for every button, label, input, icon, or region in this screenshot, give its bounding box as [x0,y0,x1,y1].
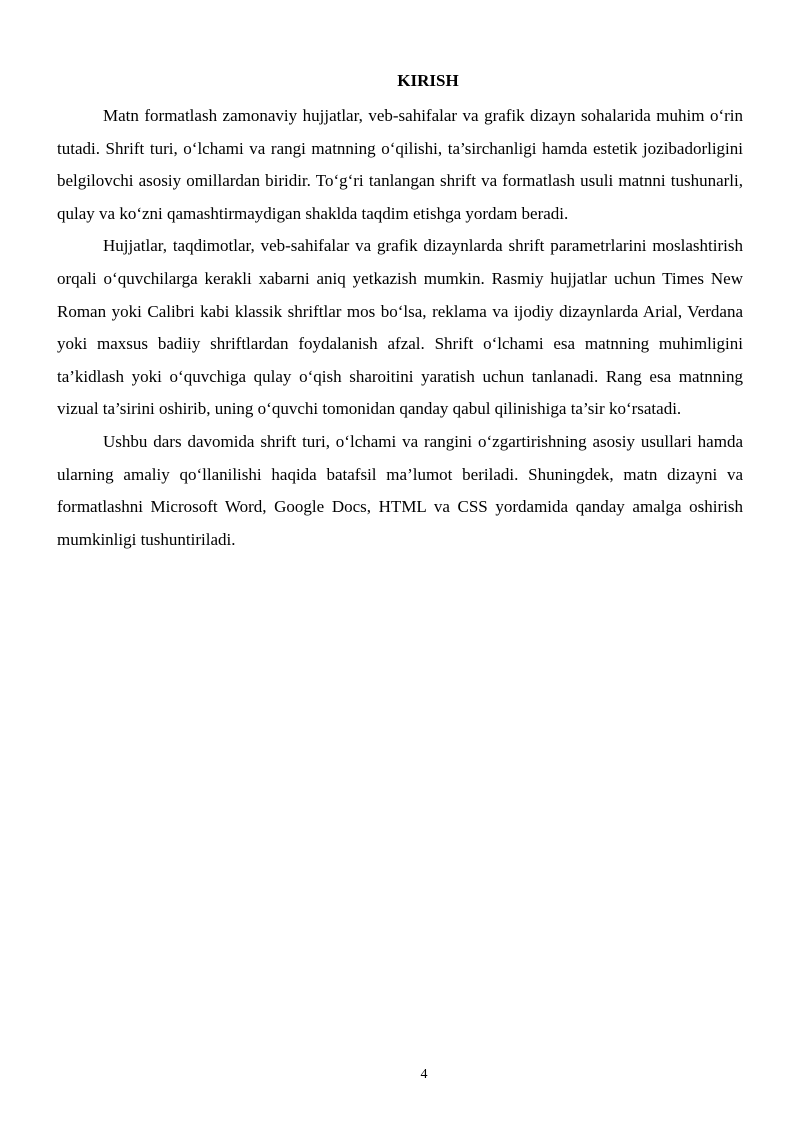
section-title: KIRISH [397,71,459,90]
paragraph-1: Matn formatlash zamonaviy hujjatlar, veb-sahifalar va grafik dizayn sohalarida muhim o‘rin tutadi. Shrift turi, o‘lchami va rangi matnning o‘qilishi, ta’sirchanligi hamda estetik jozibadorligini belgilovchi asosiy omillardan biridir. To‘g‘ri tanlangan shrift va formatlash usuli matnni tushunarli, qulay va ko‘zni qamashtirmaydigan shaklda taqdim etishga yordam beradi. [57,106,743,223]
paragraph-3: Ushbu dars davomida shrift turi, o‘lchami va rangini o‘zgartirishning asosiy usullari hamda ularning amaliy qo‘llanilishi haqida batafsil ma’lumot beriladi. Shuningdek, matn dizayni va formatlashni Microsoft Word, Google Docs, HTML va CSS yordamida qanday amalga oshirish mumkinligi tushuntiriladi. [57,431,743,549]
paragraph-2: Hujjatlar, taqdimotlar, veb-sahifalar va grafik dizaynlarda shrift parametrlarini moslashtirish orqali o‘quvchilarga kerakli xabarni aniq yetkazish mumkin. Rasmiy hujjatlar uchun Times New Roman yoki Calibri kabi klassik shriftlar mos bo‘lsa, reklama va ijodiy dizaynlarda Arial, Verdana yoki maxsus badiiy shriftlardan foydalanish afzal. Shrift o‘lchami esa matnning muhimligini ta’kidlash yoki o‘quvchiga qulay o‘qish sharoitini yaratish uchun tanlanadi. Rang esa matnning vizual ta’sirini oshirib, uning o‘quvchi tomonidan qanday qabul qilinishiga ta’sir ko‘rsatadi. [57,236,743,419]
page-number: 4 [420,1067,428,1082]
body-text [57,100,743,556]
